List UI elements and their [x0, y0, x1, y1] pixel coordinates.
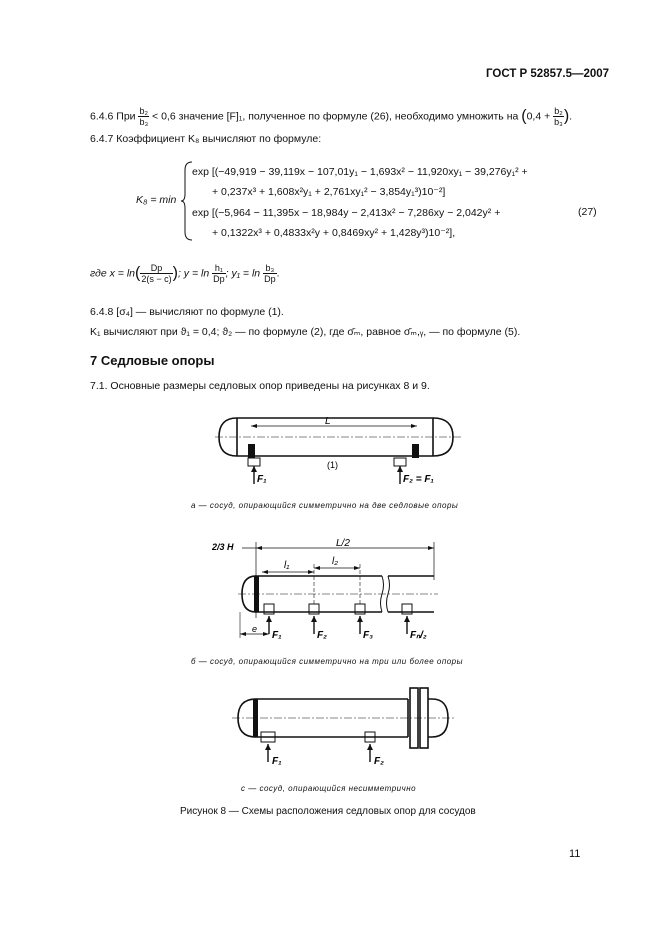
fraction-x: [140, 263, 172, 284]
where-sep2: ; y₁ = ln: [225, 267, 261, 280]
label-f1-a: F₁: [257, 474, 267, 485]
formula-line-2: + 0,237x³ + 1,608x²y₁ + 2,761xy₁² − 3,854y₁³)10⁻²]: [212, 186, 446, 198]
para-646-text: значение [F]₁, полученное по формуле (26), необходимо умножить на: [178, 110, 519, 123]
frac-num: b₂: [139, 106, 149, 116]
figure-b-diagram: [210, 538, 440, 648]
label-e: e: [252, 624, 258, 634]
para-646-cond: < 0,6: [152, 110, 176, 123]
fy1-num: b₃: [263, 263, 277, 274]
page-number: 11: [569, 848, 581, 860]
where-prefix: где x = ln: [90, 267, 136, 280]
para-646-prefix: 6.4.6 При: [90, 110, 136, 123]
paragraph-6-4-7: 6.4.7 Коэффициент K₈ вычисляют по формуле:: [90, 133, 322, 145]
formula-line-3: exp [(−5,964 − 11,395x − 18,984y − 2,413x² − 7,286xy − 2,042y² +: [192, 207, 501, 219]
fy1-den: Dр: [264, 274, 276, 284]
label-f2-a: F₂ = F₁: [403, 474, 434, 485]
fy-den: Dр: [213, 274, 225, 284]
figure-8-caption: Рисунок 8 — Схемы расположения седловых опор для сосудов: [180, 806, 476, 817]
frac-den: b₃: [139, 117, 149, 127]
formula-line-4: + 0,1322x³ + 0,4833x²y + 0,8469xy² + 1,428y³)10⁻²],: [212, 227, 456, 239]
where-end: .: [276, 267, 280, 280]
label-f3-b: F₃: [363, 630, 373, 641]
label-f1-b: F₁: [272, 630, 282, 641]
label-l2: L/2: [336, 538, 350, 549]
figure-a-diagram: [215, 408, 465, 490]
paragraph-6-4-8: 6.4.8 [σ₄] — вычисляют по формуле (1).: [90, 306, 284, 318]
label-fn-b: Fₙ/₂: [410, 630, 427, 641]
label-L: L: [325, 416, 331, 427]
caption-b: б — сосуд, опирающийся симметрично на три или более опоры: [191, 657, 463, 666]
fraction-y1: [263, 263, 277, 284]
fy-num: h₁: [212, 263, 226, 274]
factor-end: .: [569, 110, 573, 123]
where-line: где x = ln( $\frac{Dр}{2(s - c)}$ ); y = ln $\frac{\text{h₁}}{Dр}$ ; y₁ = ln $\frac{\text{b₃}}{Dр}$ .: [90, 263, 280, 284]
factor-left: 0,4 +: [526, 110, 551, 123]
fx-den: 2(s − c): [141, 274, 172, 284]
label-f1-c: F₁: [272, 756, 282, 767]
label-l2b: l₂: [332, 556, 339, 567]
factor-den: b₃: [554, 117, 563, 127]
label-f2-b: F₂: [317, 630, 327, 641]
fraction-b2-b3: [138, 106, 149, 127]
factor-num: b₂: [554, 106, 563, 116]
label-23h: 2/3 H: [212, 542, 234, 552]
caption-c: с — сосуд, опирающийся несимметрично: [241, 784, 417, 793]
paragraph-7-1: 7.1. Основные размеры седловых опор приведены на рисунках 8 и 9.: [90, 380, 430, 392]
label-1: (1): [327, 460, 338, 470]
section-7-title: 7 Седловые опоры: [90, 353, 215, 368]
formula-lhs: K₈ = min: [136, 194, 177, 206]
fraction-factor: [553, 106, 564, 127]
label-l1: l₁: [284, 560, 290, 571]
where-sep1: ; y = ln: [177, 267, 210, 280]
fraction-y: [212, 263, 226, 284]
formula-line-1: exp [(−49,919 − 39,119x − 107,01y₁ − 1,693x² − 11,920xy₁ − 39,276y₁² +: [192, 166, 528, 178]
fx-num: Dр: [140, 263, 172, 274]
paragraph-6-4-6: 6.4.6 При $\frac{\text{b₂}}{\text{b₃}}$ < 0,6 значение [F]₁, полученное по формуле (26), необходимо умножить на (0,4 + $\frac{\text{b₂}}{\text{b₃}}$ ).: [90, 106, 573, 127]
label-f2-c: F₂: [374, 756, 384, 767]
formula-number: (27): [578, 206, 597, 218]
figure-c-diagram: [228, 684, 458, 770]
caption-a: а — сосуд, опирающийся симметрично на две седловые опоры: [191, 501, 459, 510]
paragraph-k1: K₁ вычисляют при ϑ₁ = 0,4; ϑ₂ — по формуле (2), где σ̄ₘ, равное σ̄ₘ,ᵧ, — по формуле (5).: [90, 326, 521, 338]
page-header-standard: ГОСТ Р 52857.5—2007: [486, 68, 610, 80]
